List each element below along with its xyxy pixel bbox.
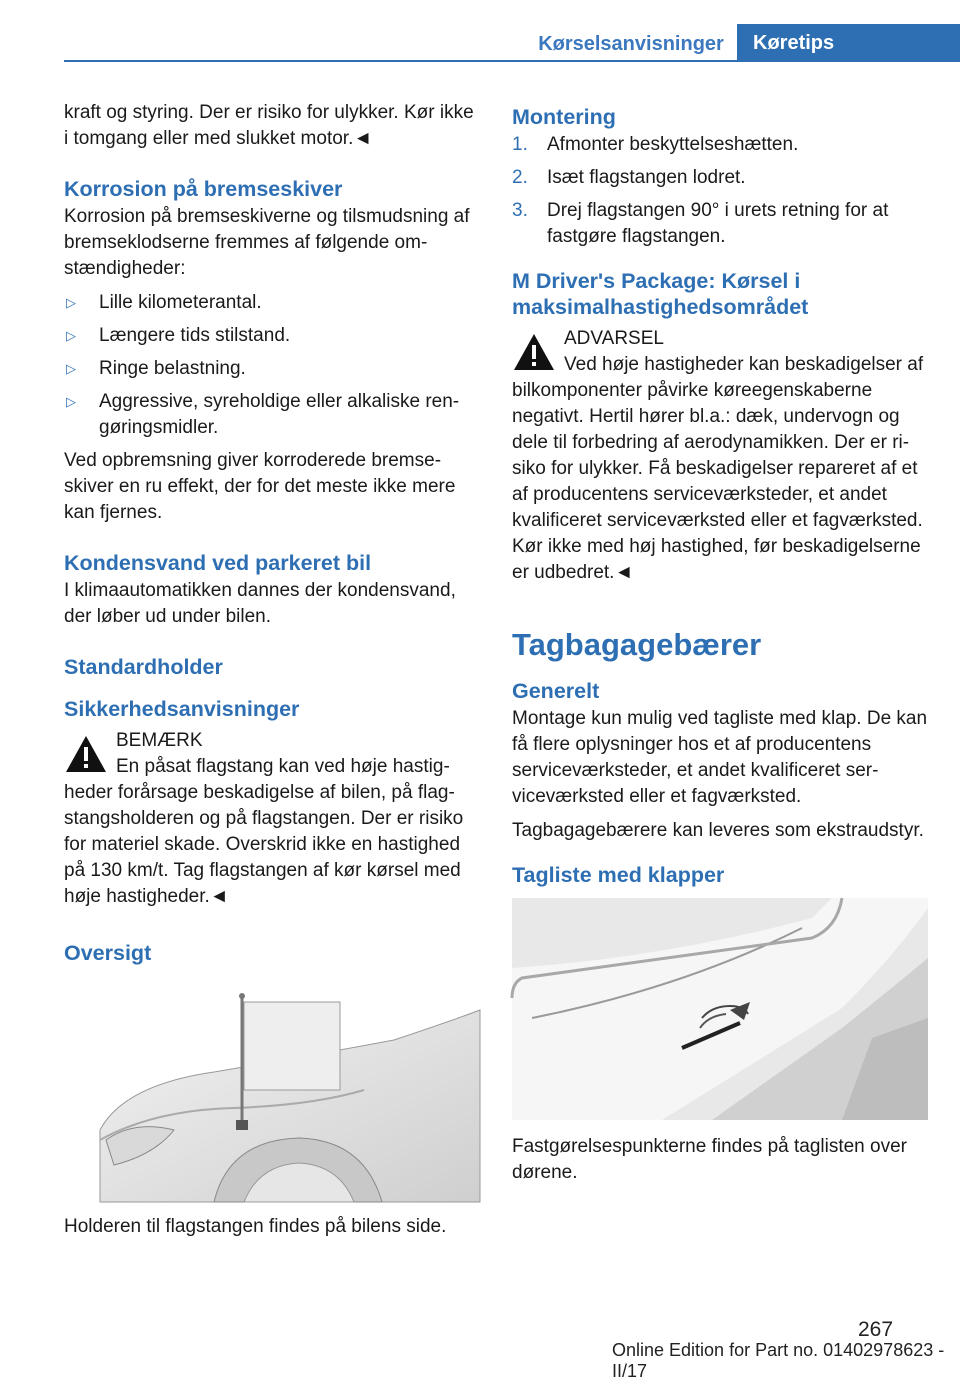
warning-triangle-icon xyxy=(64,734,108,774)
generelt-paragraph: Montage kun mulig ved tagliste med klap. De kan få flere oplysninger hos et af producentens serviceværksteder, et andet kvalificeret serviceværksted eller et fagværksted. xyxy=(512,708,928,807)
kondens-heading: Kondensvand ved parkeret bil xyxy=(64,551,372,575)
list-item: 2. Isæt flagstangen lodret. xyxy=(512,167,746,188)
korrosion-heading: Korrosion på bremseskiver xyxy=(64,177,343,201)
flag-holder-figure xyxy=(64,980,480,1202)
triangle-bullet-icon: ▷ xyxy=(66,328,76,343)
triangle-bullet-icon: ▷ xyxy=(66,361,76,376)
header-section-tab: Kørselsanvisninger xyxy=(538,33,724,55)
tagliste-heading: Tagliste med klapper xyxy=(512,863,725,887)
car-flag-illustration xyxy=(64,980,480,1202)
figure-caption-left: Holderen til flagstangen findes på bilens side. xyxy=(64,1216,447,1237)
intro-paragraph: kraft og styring. Der er risiko for ulykker. Kør ikke i tomgang eller med slukket motor.◄ xyxy=(64,102,474,149)
triangle-bullet-icon: ▷ xyxy=(66,394,76,409)
edition-text: Online Edition for Part no. 01402978623 - II/17 xyxy=(612,1340,945,1381)
korrosion-paragraph: Korrosion på bremseskiverne og tilsmudsning af bremseklodserne fremmes af følgende omstændigheder: xyxy=(64,206,470,279)
standardholder-heading: Standardholder xyxy=(64,655,223,679)
list-item: ▷ Længere tids stilstand. xyxy=(64,323,480,349)
list-item: ▷ Lille kilometerantal. xyxy=(64,290,480,316)
warning-triangle-icon xyxy=(512,332,556,372)
montering-heading: Montering xyxy=(512,105,616,129)
sikkerhed-heading: Sikkerhedsanvisninger xyxy=(64,697,300,721)
triangle-bullet-icon: ▷ xyxy=(66,295,76,310)
notice-box xyxy=(64,728,480,910)
generelt-paragraph-2: Tagbagagebærere kan leveres som ekstraudstyr. xyxy=(512,820,924,841)
oversigt-heading: Oversigt xyxy=(64,941,152,965)
header-active-tab: Køretips xyxy=(737,24,960,62)
roof-rail-illustration xyxy=(512,898,928,1120)
warning-title: ADVARSEL xyxy=(564,328,664,349)
list-item: 3. Drej flagstangen 90° i urets retning for at fastgøre flagstangen. xyxy=(512,200,889,247)
notice-title: BEMÆRK xyxy=(116,730,203,751)
right-column xyxy=(512,100,930,1194)
left-column xyxy=(64,100,480,1248)
page-number: 267 xyxy=(858,1318,894,1341)
korrosion-bullet-list xyxy=(64,290,480,441)
montering-steps xyxy=(512,132,930,250)
kondens-paragraph: I klimaautomatikken dannes der kondensvand, der løber ud under bilen. xyxy=(64,580,456,627)
mdriver-heading: M Driver's Package: Kørsel i maksimalhastighedsområdet xyxy=(512,269,809,319)
list-item: 1. Afmonter beskyttelseshætten. xyxy=(512,134,799,155)
warning-box xyxy=(512,326,930,586)
tagbagage-heading: Tagbagagebærer xyxy=(512,627,762,662)
figure-caption-right: Fastgørelsespunkterne findes på taglisten over dørene. xyxy=(512,1136,907,1183)
korrosion-after-paragraph: Ved opbremsning giver korroderede bremseskiver en ru effekt, der for det meste ikke mere kan fjernes. xyxy=(64,450,456,523)
warning-text: Ved høje hastigheder kan beskadigelser af bilkomponenter påvirke køreegenskaberne negativt. Hertil hører bl.a.: dæk, undervogn og dele til forbedring af aerodynamikken. Der er risiko for ulykker. Få beskadigelser repareret af et af producentens serviceværksteder, et andet kvalificeret serviceværksted eller et fagværksted. Kør ikke med høj hastighed, før beskadigelserne er udbedret.◄ xyxy=(512,354,924,583)
notice-text: En påsat flagstang kan ved høje hastigheder forårsage beskadigelse af bilen, på flagstangsholderen og på flagstangen. Der er risiko for materiel skade. Overskrid ikke en hastighed på 130 km/t. Tag flagstangen af kør kørsel med høje hastigheder.◄ xyxy=(64,756,464,907)
roof-rail-figure xyxy=(512,898,928,1120)
list-item: ▷ Aggressive, syreholdige eller alkaliske rengøringsmidler. xyxy=(66,391,460,438)
header-rule xyxy=(64,60,960,62)
list-item: ▷ Ringe belastning. xyxy=(64,356,480,382)
generelt-heading: Generelt xyxy=(512,679,600,703)
